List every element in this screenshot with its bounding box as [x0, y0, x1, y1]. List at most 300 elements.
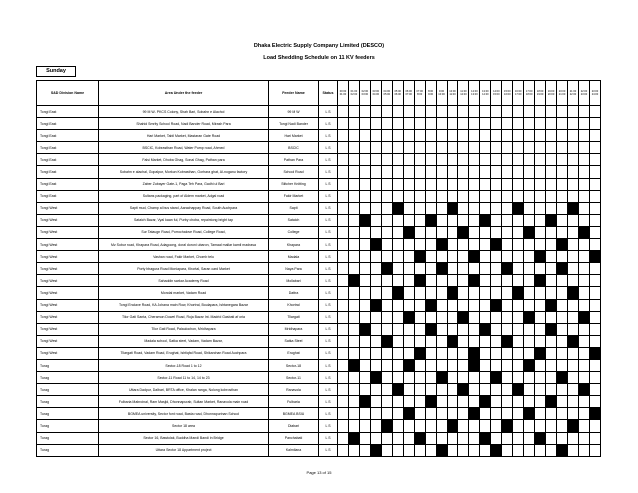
- shedding-slot: [513, 214, 524, 226]
- shedding-slot: [381, 347, 392, 359]
- cell-area: Sataich Bazar, Vyal kaan ful, Purby choba, repaintong bright tap: [99, 214, 269, 226]
- shedding-slot: [348, 287, 359, 299]
- shedding-slot: [578, 154, 589, 166]
- cell-area: Sector-11 Road 11 to 14, 14 to 23: [99, 372, 269, 384]
- time-slot-header: 01:00 02:00: [348, 81, 359, 106]
- cell-feeder: Sector-18: [269, 359, 319, 371]
- shedding-slot: [491, 384, 502, 396]
- shedding-slot: [535, 239, 546, 251]
- shedding-slot: [524, 263, 535, 275]
- shedding-slot: [480, 166, 491, 178]
- shedding-slot: [513, 263, 524, 275]
- shedding-slot: [535, 214, 546, 226]
- shedding-slot: [524, 202, 535, 214]
- cell-area: Vashan road, Fakir Market, Chomb telu: [99, 251, 269, 263]
- shedding-slot: [589, 372, 600, 384]
- shedding-slot: [589, 420, 600, 432]
- shedding-slot: [436, 311, 447, 323]
- shedding-slot: [458, 166, 469, 178]
- shedding-slot: [403, 432, 414, 444]
- shedding-slot: [447, 396, 458, 408]
- shedding-slot: [359, 275, 370, 287]
- shedding-slot: [414, 239, 425, 251]
- shedding-slot: [513, 239, 524, 251]
- time-slot-header: 06:00 07:00: [403, 81, 414, 106]
- shedding-slot: [381, 372, 392, 384]
- shedding-slot: [381, 202, 392, 214]
- shedding-slot-on: [381, 420, 392, 432]
- cell-division: Tongi East: [37, 106, 99, 118]
- shedding-slot: [568, 226, 579, 238]
- shedding-slot: [491, 408, 502, 420]
- shedding-slot: [546, 118, 557, 130]
- shedding-slot: [480, 347, 491, 359]
- shedding-slot: [338, 275, 349, 287]
- shedding-slot: [458, 106, 469, 118]
- cell-status: L S: [319, 335, 338, 347]
- shedding-slot: [578, 408, 589, 420]
- shedding-slot-on: [370, 372, 381, 384]
- table-row: [37, 226, 601, 238]
- shedding-slot: [589, 311, 600, 323]
- shedding-slot: [392, 166, 403, 178]
- cell-area: Zaber Zubayer Gate-1, Paga Teh Para, Gadhi ul Bari: [99, 178, 269, 190]
- shedding-slot: [414, 214, 425, 226]
- shedding-slot: [469, 202, 480, 214]
- shedding-slot: [425, 226, 436, 238]
- shedding-slot: [338, 118, 349, 130]
- table-row: [37, 347, 601, 359]
- shedding-slot: [458, 202, 469, 214]
- shedding-slot: [458, 178, 469, 190]
- shedding-slot: [381, 396, 392, 408]
- col-feeder: Feeder Name: [269, 81, 319, 106]
- cell-division: Tongi West: [37, 275, 99, 287]
- cell-area: Sapti mud, Champ al bus stand, Aarachappay Road, South Auchpara: [99, 202, 269, 214]
- shedding-slot: [568, 106, 579, 118]
- shedding-slot: [480, 311, 491, 323]
- shedding-slot: [436, 323, 447, 335]
- shedding-slot: [414, 444, 425, 456]
- shedding-slot: [403, 166, 414, 178]
- shedding-slot: [338, 239, 349, 251]
- shedding-slot-on: [414, 432, 425, 444]
- shedding-slot: [557, 214, 568, 226]
- shedding-slot: [578, 323, 589, 335]
- shedding-slot: [557, 226, 568, 238]
- shedding-slot: [414, 384, 425, 396]
- shedding-slot: [557, 202, 568, 214]
- shedding-slot: [414, 130, 425, 142]
- shedding-slot: [392, 130, 403, 142]
- shedding-slot: [491, 202, 502, 214]
- shedding-slot: [414, 226, 425, 238]
- shedding-slot: [568, 444, 579, 456]
- shedding-slot: [447, 166, 458, 178]
- shedding-slot: [403, 444, 414, 456]
- shedding-slot: [370, 178, 381, 190]
- table-row: [37, 372, 601, 384]
- shedding-slot: [546, 251, 557, 263]
- shedding-slot-on: [381, 263, 392, 275]
- shedding-slot: [348, 226, 359, 238]
- cell-status: L S: [319, 323, 338, 335]
- shedding-slot: [557, 384, 568, 396]
- time-slot-header: 9:00 10:00: [436, 81, 447, 106]
- page-subtitle: Load Shedding Schedule on 11 KV feeders: [263, 55, 375, 61]
- shedding-slot: [480, 299, 491, 311]
- shedding-slot: [436, 335, 447, 347]
- shedding-slot: [458, 444, 469, 456]
- shedding-slot: [491, 214, 502, 226]
- page-number: Page 13 of 15: [306, 470, 332, 475]
- shedding-slot: [469, 166, 480, 178]
- shedding-slot: [535, 154, 546, 166]
- shedding-slot: [469, 154, 480, 166]
- shedding-slot-on: [578, 311, 589, 323]
- cell-feeder: Mollabari: [269, 275, 319, 287]
- cell-status: L S: [319, 154, 338, 166]
- shedding-slot: [425, 142, 436, 154]
- shedding-slot: [546, 178, 557, 190]
- shedding-slot: [458, 239, 469, 251]
- shedding-slot: [392, 178, 403, 190]
- shedding-slot: [370, 118, 381, 130]
- shedding-slot: [392, 154, 403, 166]
- shedding-slot: [381, 166, 392, 178]
- shedding-slot: [513, 432, 524, 444]
- shedding-slot: [359, 178, 370, 190]
- shedding-slot: [535, 396, 546, 408]
- shedding-slot: [381, 154, 392, 166]
- shedding-slot: [338, 130, 349, 142]
- cell-status: L S: [319, 226, 338, 238]
- shedding-slot: [469, 432, 480, 444]
- shedding-slot: [425, 239, 436, 251]
- shedding-slot-on: [348, 275, 359, 287]
- shedding-slot: [535, 335, 546, 347]
- cell-feeder: BGMEA BSIU: [269, 408, 319, 420]
- shedding-slot: [535, 166, 546, 178]
- shedding-slot-on: [557, 372, 568, 384]
- shedding-slot-on: [589, 347, 600, 359]
- shedding-slot: [425, 347, 436, 359]
- shedding-slot: [414, 190, 425, 202]
- shedding-slot: [370, 226, 381, 238]
- shedding-slot: [524, 275, 535, 287]
- shedding-slot: [403, 420, 414, 432]
- shedding-slot: [524, 287, 535, 299]
- shedding-slot-on: [491, 444, 502, 456]
- table-row: [37, 275, 601, 287]
- shedding-slot: [436, 251, 447, 263]
- shedding-slot: [578, 239, 589, 251]
- shedding-slot: [557, 178, 568, 190]
- shedding-slot-on: [469, 251, 480, 263]
- shedding-slot: [491, 226, 502, 238]
- shedding-slot: [381, 130, 392, 142]
- page-title: Dhaka Electric Supply Company Limited (DESCO): [253, 43, 385, 49]
- shedding-slot: [403, 299, 414, 311]
- shedding-slot: [392, 226, 403, 238]
- shedding-slot-on: [469, 359, 480, 371]
- cell-division: Tongi West: [37, 251, 99, 263]
- shedding-slot: [557, 190, 568, 202]
- shedding-slot: [381, 311, 392, 323]
- shedding-slot: [425, 444, 436, 456]
- shedding-slot: [338, 420, 349, 432]
- col-area: Area Under the feeder: [99, 81, 269, 106]
- shedding-slot: [348, 118, 359, 130]
- shedding-slot: [403, 130, 414, 142]
- shedding-slot: [436, 408, 447, 420]
- cell-status: L S: [319, 396, 338, 408]
- table-row: [37, 311, 601, 323]
- shedding-slot: [524, 396, 535, 408]
- shedding-slot-on: [480, 396, 491, 408]
- shedding-slot: [568, 347, 579, 359]
- shedding-slot: [458, 214, 469, 226]
- shedding-slot: [425, 251, 436, 263]
- shedding-slot: [557, 275, 568, 287]
- time-slot-header: 12:00 13:00: [469, 81, 480, 106]
- shedding-slot: [513, 166, 524, 178]
- shedding-slot: [414, 299, 425, 311]
- shedding-slot: [447, 384, 458, 396]
- shedding-slot: [458, 130, 469, 142]
- shedding-slot: [370, 202, 381, 214]
- shedding-slot: [447, 214, 458, 226]
- shedding-slot: [568, 359, 579, 371]
- shedding-slot: [546, 263, 557, 275]
- shedding-slot: [589, 190, 600, 202]
- time-slot-header: 18:00 19:00: [535, 81, 546, 106]
- shedding-slot: [425, 359, 436, 371]
- shedding-slot: [392, 420, 403, 432]
- shedding-slot: [348, 251, 359, 263]
- shedding-slot: [491, 178, 502, 190]
- cell-division: Turag: [37, 359, 99, 371]
- shedding-slot: [414, 372, 425, 384]
- shedding-slot: [414, 311, 425, 323]
- shedding-slot: [469, 323, 480, 335]
- shedding-slot: [513, 106, 524, 118]
- shedding-slot: [546, 106, 557, 118]
- shedding-slot: [480, 408, 491, 420]
- cell-status: L S: [319, 118, 338, 130]
- shedding-slot: [469, 239, 480, 251]
- shedding-slot: [513, 323, 524, 335]
- shedding-slot: [414, 408, 425, 420]
- shedding-slot: [469, 299, 480, 311]
- shedding-slot: [546, 347, 557, 359]
- shedding-slot-on: [403, 359, 414, 371]
- shedding-slot: [557, 299, 568, 311]
- cell-area: Hari Market, Tabil Market, Mastaran Gate Road: [99, 130, 269, 142]
- time-slot-header: 20:00 21:00: [557, 81, 568, 106]
- shedding-slot: [392, 239, 403, 251]
- shedding-slot: [502, 166, 513, 178]
- shedding-slot: [414, 287, 425, 299]
- shedding-slot: [381, 275, 392, 287]
- shedding-slot: [458, 251, 469, 263]
- table-row: [37, 118, 601, 130]
- shedding-slot: [568, 118, 579, 130]
- cell-division: Tongi West: [37, 299, 99, 311]
- shedding-slot-on: [535, 347, 546, 359]
- shedding-slot: [491, 335, 502, 347]
- shedding-slot: [480, 239, 491, 251]
- shedding-slot: [502, 154, 513, 166]
- shedding-slot-on: [557, 239, 568, 251]
- shedding-slot: [480, 372, 491, 384]
- shedding-slot: [502, 396, 513, 408]
- shedding-slot: [458, 299, 469, 311]
- shedding-slot: [447, 190, 458, 202]
- cell-status: L S: [319, 311, 338, 323]
- cell-area: Uttara Dadpur, Dalbari, BRTA office, Khalan ranga, Nolong kobrosthan: [99, 384, 269, 396]
- shedding-slot: [491, 432, 502, 444]
- shedding-slot: [513, 154, 524, 166]
- shedding-slot: [348, 214, 359, 226]
- shedding-slot-on: [392, 287, 403, 299]
- shedding-slot: [370, 263, 381, 275]
- shedding-slot: [359, 154, 370, 166]
- shedding-slot: [370, 154, 381, 166]
- shedding-slot: [589, 263, 600, 275]
- shedding-slot: [502, 408, 513, 420]
- shedding-slot: [348, 130, 359, 142]
- shedding-slot: [491, 118, 502, 130]
- shedding-slot: [458, 359, 469, 371]
- cell-division: Tongi West: [37, 202, 99, 214]
- shedding-slot-on: [414, 347, 425, 359]
- cell-status: L S: [319, 251, 338, 263]
- shedding-slot: [338, 214, 349, 226]
- shedding-slot: [338, 335, 349, 347]
- shedding-slot-on: [535, 432, 546, 444]
- shedding-slot: [491, 251, 502, 263]
- shedding-slot: [513, 178, 524, 190]
- shedding-slot: [513, 335, 524, 347]
- shedding-slot: [403, 118, 414, 130]
- shedding-slot: [578, 166, 589, 178]
- shedding-slot: [359, 335, 370, 347]
- shedding-slot: [381, 432, 392, 444]
- table-row: [37, 202, 601, 214]
- shedding-slot-on: [381, 335, 392, 347]
- shedding-slot: [359, 106, 370, 118]
- shedding-slot: [480, 106, 491, 118]
- shedding-slot: [469, 178, 480, 190]
- shedding-slot: [480, 154, 491, 166]
- shedding-slot: [370, 275, 381, 287]
- cell-division: Tongi East: [37, 190, 99, 202]
- shedding-slot-on: [403, 226, 414, 238]
- shedding-slot: [578, 347, 589, 359]
- cell-division: Tongi West: [37, 347, 99, 359]
- shedding-slot: [414, 335, 425, 347]
- shedding-slot: [436, 166, 447, 178]
- shedding-slot: [491, 154, 502, 166]
- shedding-slot: [502, 444, 513, 456]
- shedding-slot: [338, 444, 349, 456]
- shedding-slot: [546, 432, 557, 444]
- shedding-slot: [524, 214, 535, 226]
- shedding-slot: [403, 263, 414, 275]
- time-slot-header: 14:00 15:00: [491, 81, 502, 106]
- shedding-slot: [425, 263, 436, 275]
- shedding-slot: [348, 444, 359, 456]
- shedding-slot: [359, 226, 370, 238]
- shedding-slot-on: [348, 359, 359, 371]
- shedding-slot: [447, 226, 458, 238]
- shedding-slot: [370, 420, 381, 432]
- shedding-slot: [546, 202, 557, 214]
- cell-status: L S: [319, 142, 338, 154]
- shedding-slot: [370, 106, 381, 118]
- shedding-slot: [589, 323, 600, 335]
- shedding-slot: [513, 396, 524, 408]
- shedding-slot: [458, 275, 469, 287]
- cell-division: Turag: [37, 420, 99, 432]
- shedding-slot: [557, 359, 568, 371]
- shedding-slot: [458, 432, 469, 444]
- shedding-slot: [359, 142, 370, 154]
- shedding-slot: [359, 118, 370, 130]
- shedding-slot: [338, 347, 349, 359]
- shedding-slot: [535, 359, 546, 371]
- shedding-slot: [469, 130, 480, 142]
- cell-area: Shahid Smrity School Road, Nadi Bander Road, Mirash Para: [99, 118, 269, 130]
- shedding-slot: [480, 384, 491, 396]
- shedding-slot: [392, 323, 403, 335]
- table-row: [37, 263, 601, 275]
- shedding-slot-on: [491, 372, 502, 384]
- cell-area: Falsi Market, Dhoba Ghag, Sonai Ghag, Pathan para: [99, 154, 269, 166]
- shedding-slot: [392, 311, 403, 323]
- shedding-slot: [578, 396, 589, 408]
- shedding-slot: [546, 311, 557, 323]
- shedding-slot: [469, 226, 480, 238]
- shedding-slot: [370, 214, 381, 226]
- shedding-slot: [557, 323, 568, 335]
- cell-status: L S: [319, 178, 338, 190]
- shedding-slot: [469, 372, 480, 384]
- shedding-slot: [480, 359, 491, 371]
- shedding-slot: [381, 226, 392, 238]
- shedding-slot: [403, 202, 414, 214]
- cell-division: Turag: [37, 444, 99, 456]
- shedding-slot: [589, 178, 600, 190]
- shedding-slot: [535, 106, 546, 118]
- cell-status: L S: [319, 287, 338, 299]
- shedding-slot: [557, 287, 568, 299]
- shedding-slot: [458, 154, 469, 166]
- shedding-slot: [425, 287, 436, 299]
- shedding-slot: [425, 166, 436, 178]
- shedding-slot: [338, 432, 349, 444]
- shedding-slot: [436, 154, 447, 166]
- cell-area: Sultans packaging, part of Aldem market, Adgal road: [99, 190, 269, 202]
- shedding-slot: [524, 130, 535, 142]
- shedding-slot: [370, 251, 381, 263]
- shedding-slot: [480, 130, 491, 142]
- cell-feeder: Khapara: [269, 239, 319, 251]
- shedding-slot: [359, 359, 370, 371]
- shedding-slot: [578, 106, 589, 118]
- shedding-slot: [381, 118, 392, 130]
